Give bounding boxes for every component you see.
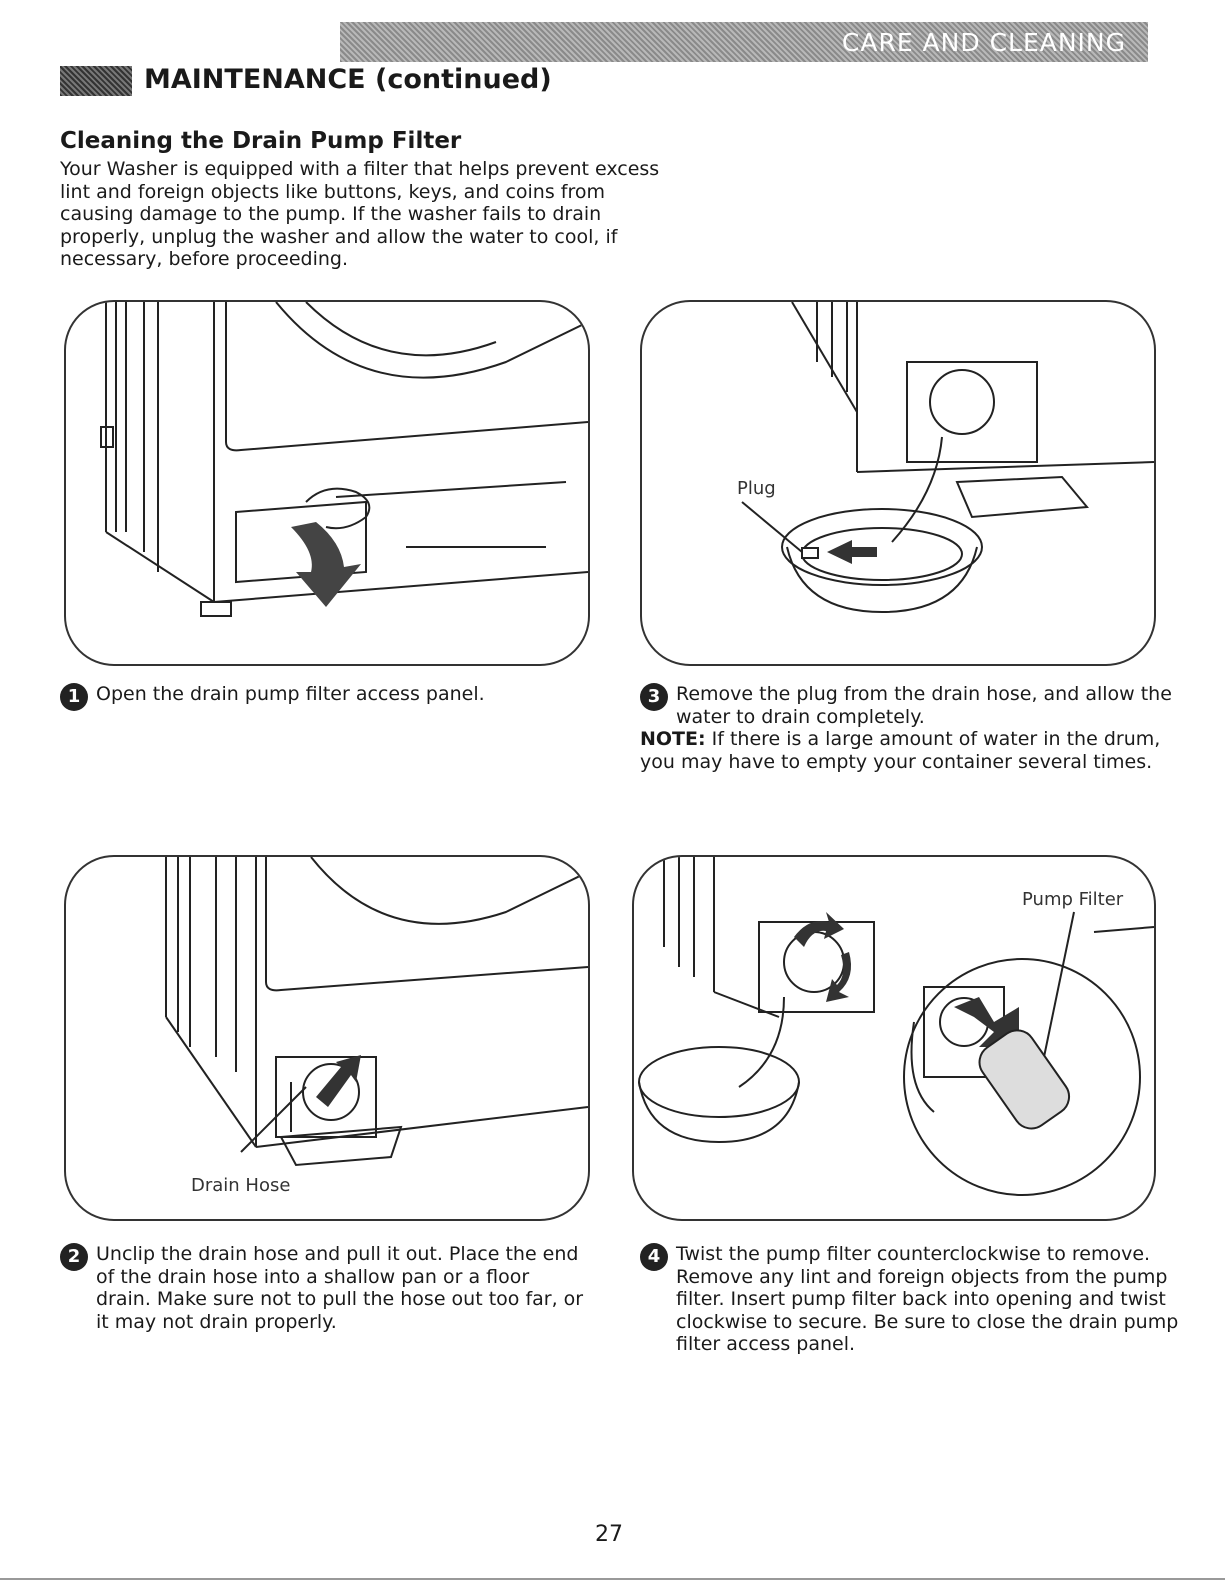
intro-line: Your Washer is equipped with a filter that helps prevent excess <box>60 158 660 180</box>
callout-plug: Plug <box>737 478 776 499</box>
step-text: it may not drain properly. <box>96 1310 337 1333</box>
step-1-illustration <box>64 300 590 666</box>
step-2 <box>60 1243 583 1333</box>
step-text: Twist the pump filter counterclockwise to remove. <box>676 1243 1151 1265</box>
step-text: Unclip the drain hose and pull it out. Place the end <box>96 1243 579 1265</box>
step-2-illustration <box>64 855 590 1221</box>
banner-title: CARE AND CLEANING <box>841 28 1126 57</box>
intro-line: necessary, before proceeding. <box>60 248 349 270</box>
bottom-rule <box>0 1578 1225 1580</box>
step-text: of the drain hose into a shallow pan or a floor <box>96 1265 530 1288</box>
note-text: you may have to empty your container several times. <box>640 750 1153 773</box>
washer-open-panel-drawing <box>66 302 588 664</box>
page-number: 27 <box>595 1522 623 1547</box>
step-text: Remove any lint and foreign objects from the pump <box>676 1265 1168 1288</box>
drain-pan-plug-drawing <box>642 302 1154 664</box>
step-4 <box>640 1243 1178 1356</box>
step-text: filter access panel. <box>676 1333 856 1355</box>
step-text: clockwise to secure. Be sure to close the drain pump <box>676 1310 1179 1333</box>
step-1 <box>60 683 485 706</box>
step-3 <box>640 683 1172 773</box>
intro-line: lint and foreign objects like buttons, keys, and coins from <box>60 180 606 203</box>
callout-drain-hose: Drain Hose <box>191 1175 291 1196</box>
intro-paragraph <box>60 158 680 271</box>
step-number-badge: 2 <box>60 1243 88 1271</box>
drain-hose-drawing <box>66 857 588 1219</box>
section-marker <box>60 66 132 96</box>
step-text: Remove the plug from the drain hose, and allow the <box>676 683 1172 705</box>
section-banner <box>340 22 1148 62</box>
note-line <box>640 728 1172 751</box>
step-number-badge: 3 <box>640 683 668 711</box>
step-number-badge: 1 <box>60 683 88 711</box>
note-text: If there is a large amount of water in the drum, <box>711 728 1161 750</box>
intro-line: causing damage to the pump. If the washer fails to drain <box>60 203 602 225</box>
step-text: drain. Make sure not to pull the hose out too far, or <box>96 1288 584 1310</box>
step-4-illustration <box>632 855 1156 1221</box>
callout-pump-filter: Pump Filter <box>1022 889 1124 910</box>
step-3-illustration <box>640 300 1156 666</box>
step-number-badge: 4 <box>640 1243 668 1271</box>
note-label: NOTE: <box>640 728 706 750</box>
subtitle: Cleaning the Drain Pump Filter <box>60 128 462 154</box>
step-text: Open the drain pump filter access panel. <box>96 683 485 705</box>
step-text: water to drain completely. <box>676 705 925 728</box>
intro-line: properly, unplug the washer and allow the water to cool, if <box>60 225 618 248</box>
section-title: MAINTENANCE (continued) <box>144 64 552 95</box>
pump-filter-drawing <box>634 857 1154 1219</box>
step-text: filter. Insert pump filter back into opening and twist <box>676 1288 1166 1310</box>
